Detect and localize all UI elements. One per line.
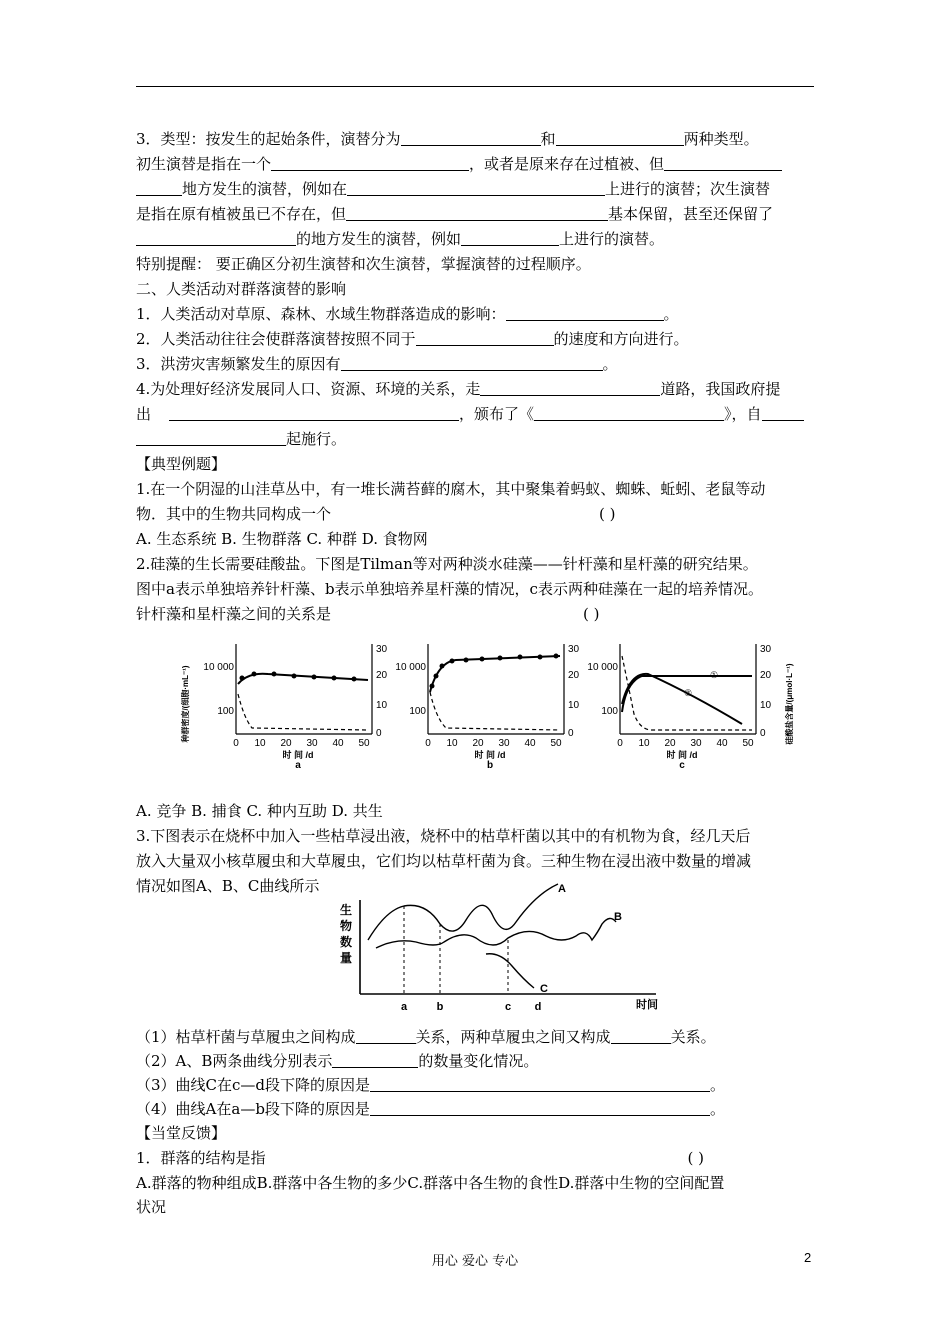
svg-text:50: 50 xyxy=(742,738,754,749)
y-left-axis-label: 种群密度/(细胞·mL⁻¹) xyxy=(181,665,190,743)
svg-text:10: 10 xyxy=(568,700,580,711)
svg-text:时 间 /d: 时 间 /d xyxy=(666,750,698,760)
svg-text:30: 30 xyxy=(376,644,388,655)
text-line: 初生演替是指在一个 ，或者是原来存在过植被、但 xyxy=(136,155,782,173)
question-text: 图中a表示单独培养针杆藻、b表示单独培养星杆藻的情况，c表示两种硅藻在一起的培养情况。 xyxy=(136,580,763,598)
svg-text:100: 100 xyxy=(217,706,234,717)
question-text: 物．其中的生物共同构成一个 ( ) xyxy=(136,505,616,523)
svg-text:a: a xyxy=(400,1001,408,1013)
svg-text:100: 100 xyxy=(601,706,618,717)
svg-text:0: 0 xyxy=(425,738,431,749)
svg-text:10 000: 10 000 xyxy=(203,662,234,673)
svg-text:10 000: 10 000 xyxy=(395,662,426,673)
marker-1: ① xyxy=(710,670,719,680)
text-line: 地方发生的演替，例如在 上进行的演替；次生演替 xyxy=(136,180,770,198)
svg-text:10: 10 xyxy=(446,738,458,749)
svg-text:物: 物 xyxy=(340,919,353,933)
text-line: 特别提醒： 要正确区分初生演替和次生演替，掌握演替的过程顺序。 xyxy=(136,255,591,273)
question-text: 情况如图A、B、C曲线所示 xyxy=(136,877,320,895)
svg-text:生: 生 xyxy=(340,903,353,917)
text-line: 3．洪涝灾害频繁发生的原因有 。 xyxy=(136,355,618,373)
svg-text:c: c xyxy=(679,760,685,771)
question-text: 针杆藻和星杆藻之间的关系是 ( ) xyxy=(136,605,600,623)
question-text: （1）枯草杆菌与草履虫之间构成 关系，两种草履虫之间又构成 关系。 xyxy=(136,1028,716,1046)
question-text: （3）曲线C在c—d段下降的原因是 。 xyxy=(136,1076,726,1094)
section-heading: 【典型例题】 xyxy=(136,455,227,473)
svg-text:b: b xyxy=(436,1001,444,1013)
panel-a xyxy=(203,644,387,771)
svg-text:30: 30 xyxy=(498,738,510,749)
panel-c xyxy=(587,644,771,771)
svg-text:10: 10 xyxy=(254,738,266,749)
question-text: 1.在一个阴湿的山洼草丛中，有一堆长满苔藓的腐木，其中聚集着蚂蚁、蜘蛛、蚯蚓、老鼠等动 xyxy=(136,480,766,498)
svg-text:30: 30 xyxy=(760,644,772,655)
question-text: 放入大量双小核草履虫和大草履虫，它们均以枯草杆菌为食。三种生物在浸出液中数量的增减 xyxy=(136,852,752,870)
svg-text:0: 0 xyxy=(376,728,382,739)
svg-text:B: B xyxy=(614,911,622,923)
text-line: 起施行。 xyxy=(136,430,346,448)
question-text: 1．群落的结构是指 ( ) xyxy=(136,1149,705,1167)
svg-text:40: 40 xyxy=(524,738,536,749)
svg-text:20: 20 xyxy=(664,738,676,749)
svg-text:0: 0 xyxy=(233,738,239,749)
svg-text:20: 20 xyxy=(472,738,484,749)
svg-text:20: 20 xyxy=(376,670,388,681)
svg-text:0: 0 xyxy=(760,728,766,739)
svg-text:时间: 时间 xyxy=(636,999,658,1011)
answer-options: 状况 xyxy=(136,1198,167,1216)
text-line: 是指在原有植被虽已不存在，但 基本保留，甚至还保留了 xyxy=(136,205,774,223)
svg-text:30: 30 xyxy=(568,644,580,655)
answer-options: A.群落的物种组成B.群落中各生物的多少C.群落中各生物的食性D.群落中生物的空间配置 xyxy=(136,1174,725,1192)
svg-text:0: 0 xyxy=(617,738,623,749)
answer-options: A. 生态系统 B. 生物群落 C. 种群 D. 食物网 xyxy=(136,530,428,548)
svg-text:40: 40 xyxy=(716,738,728,749)
svg-text:50: 50 xyxy=(550,738,562,749)
marker-2: ② xyxy=(684,688,693,698)
panel-b xyxy=(395,644,579,771)
text-line: 1．人类活动对草原、森林、水域生物群落造成的影响： 。 xyxy=(136,305,679,323)
svg-text:100: 100 xyxy=(409,706,426,717)
svg-text:20: 20 xyxy=(568,670,580,681)
svg-text:a: a xyxy=(295,760,301,771)
text-line: 的地方发生的演替，例如 上进行的演替。 xyxy=(136,230,664,248)
svg-text:量: 量 xyxy=(340,951,353,965)
svg-text:A: A xyxy=(558,883,566,895)
svg-text:b: b xyxy=(486,760,494,771)
text-line: 2．人类活动往往会使群落演替按照不同于 的速度和方向进行。 xyxy=(136,330,689,348)
svg-text:30: 30 xyxy=(690,738,702,749)
diatom-culture-figure xyxy=(178,634,810,774)
y-right-axis-label: 硅酸盐含量/(μmol·L⁻¹) xyxy=(785,663,794,745)
svg-text:10 000: 10 000 xyxy=(587,662,618,673)
svg-text:40: 40 xyxy=(332,738,344,749)
text-line: 出 ，颁布了《 》，自 xyxy=(136,405,804,423)
svg-text:10: 10 xyxy=(638,738,650,749)
text-line: 3．类型：按发生的起始条件，演替分为 和 两种类型。 xyxy=(136,130,759,148)
svg-text:时 间 /d: 时 间 /d xyxy=(282,750,314,760)
svg-text:d: d xyxy=(534,1001,542,1013)
svg-text:50: 50 xyxy=(358,738,370,749)
svg-text:c: c xyxy=(504,1001,512,1013)
svg-text:数: 数 xyxy=(340,935,353,949)
svg-text:C: C xyxy=(540,983,548,995)
svg-text:10: 10 xyxy=(760,700,772,711)
question-text: （4）曲线A在a—b段下降的原因是 。 xyxy=(136,1100,725,1118)
section-heading: 【当堂反馈】 xyxy=(136,1124,227,1142)
header-rule xyxy=(136,86,814,87)
footer-text: 用心 爱心 专心 xyxy=(431,1254,519,1269)
svg-text:20: 20 xyxy=(280,738,292,749)
svg-text:10: 10 xyxy=(376,700,388,711)
page-number: 2 xyxy=(804,1250,812,1265)
section-heading: 二、人类活动对群落演替的影响 xyxy=(136,280,347,298)
svg-text:20: 20 xyxy=(760,670,772,681)
question-text: 2.硅藻的生长需要硅酸盐。下图是Tilman等对两种淡水硅藻——针杆藻和星杆藻的研究结果。 xyxy=(136,555,758,573)
answer-options: A. 竞争 B. 捕食 C. 种内互助 D. 共生 xyxy=(136,802,383,820)
question-text: 3.下图表示在烧杯中加入一些枯草浸出液，烧杯中的枯草杆菌以其中的有机物为食，经几天后 xyxy=(136,827,751,845)
svg-text:时 间 /d: 时 间 /d xyxy=(474,750,506,760)
text-line: 4.为处理好经济发展同人口、资源、环境的关系，走 道路，我国政府提 xyxy=(136,380,781,398)
question-text: （2）A、B两条曲线分别表示 的数量变化情况。 xyxy=(136,1052,539,1070)
svg-text:30: 30 xyxy=(306,738,318,749)
paramecium-figure xyxy=(336,880,666,1020)
svg-text:0: 0 xyxy=(568,728,574,739)
